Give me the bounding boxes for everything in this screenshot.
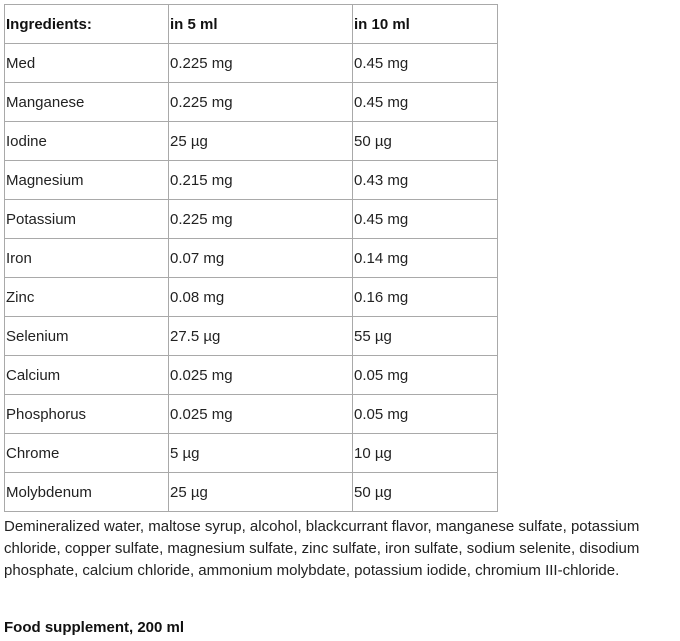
table-header-row [5,5,498,44]
amount-10ml: 0.16 mg [353,278,498,317]
amount-5ml: 0.08 mg [169,278,353,317]
amount-5ml: 25 µg [169,473,353,512]
table-row [5,356,498,395]
amount-10ml: 50 µg [353,122,498,161]
amount-5ml: 0.025 mg [169,356,353,395]
amount-5ml: 5 µg [169,434,353,473]
amount-10ml: 10 µg [353,434,498,473]
amount-10ml: 0.05 mg [353,356,498,395]
table-row [5,44,498,83]
amount-5ml: 25 µg [169,122,353,161]
table-row [5,278,498,317]
header-in-5-ml: in 5 ml [169,5,353,44]
header-ingredients: Ingredients: [5,5,169,44]
amount-10ml: 50 µg [353,473,498,512]
amount-5ml: 0.025 mg [169,395,353,434]
ingredient-name: Manganese [5,83,169,122]
ingredient-name: Iron [5,239,169,278]
amount-5ml: 27.5 µg [169,317,353,356]
table-row [5,317,498,356]
amount-5ml: 0.225 mg [169,200,353,239]
table-row [5,161,498,200]
ingredient-name: Calcium [5,356,169,395]
table-row [5,239,498,278]
amount-10ml: 0.43 mg [353,161,498,200]
ingredient-name: Molybdenum [5,473,169,512]
table-row [5,434,498,473]
ingredient-name: Iodine [5,122,169,161]
ingredient-name: Chrome [5,434,169,473]
ingredient-name: Med [5,44,169,83]
ingredient-name: Potassium [5,200,169,239]
table-row [5,200,498,239]
amount-10ml: 0.45 mg [353,44,498,83]
amount-10ml: 0.05 mg [353,395,498,434]
ingredient-name: Zinc [5,278,169,317]
amount-5ml: 0.07 mg [169,239,353,278]
ingredient-name: Phosphorus [5,395,169,434]
composition-text: Demineralized water, maltose syrup, alcohol, blackcurrant flavor, manganese sulfate, potassium chloride, copper sulfate, magnesium sulfate, zinc sulfate, iron sulfate, sodium selenite, disodium phosphate, calcium chloride, ammonium molybdate, potassium iodide, chromium III-chloride. [4,518,640,579]
table-row [5,395,498,434]
amount-5ml: 0.225 mg [169,44,353,83]
amount-5ml: 0.215 mg [169,161,353,200]
amount-5ml: 0.225 mg [169,83,353,122]
table-row [5,122,498,161]
header-in-10-ml: in 10 ml [353,5,498,44]
ingredient-name: Selenium [5,317,169,356]
table-row [5,473,498,512]
table-row [5,83,498,122]
amount-10ml: 55 µg [353,317,498,356]
amount-10ml: 0.14 mg [353,239,498,278]
amount-10ml: 0.45 mg [353,83,498,122]
amount-10ml: 0.45 mg [353,200,498,239]
ingredients-table [4,4,498,512]
product-title: Food supplement, 200 ml [4,619,185,636]
ingredient-name: Magnesium [5,161,169,200]
